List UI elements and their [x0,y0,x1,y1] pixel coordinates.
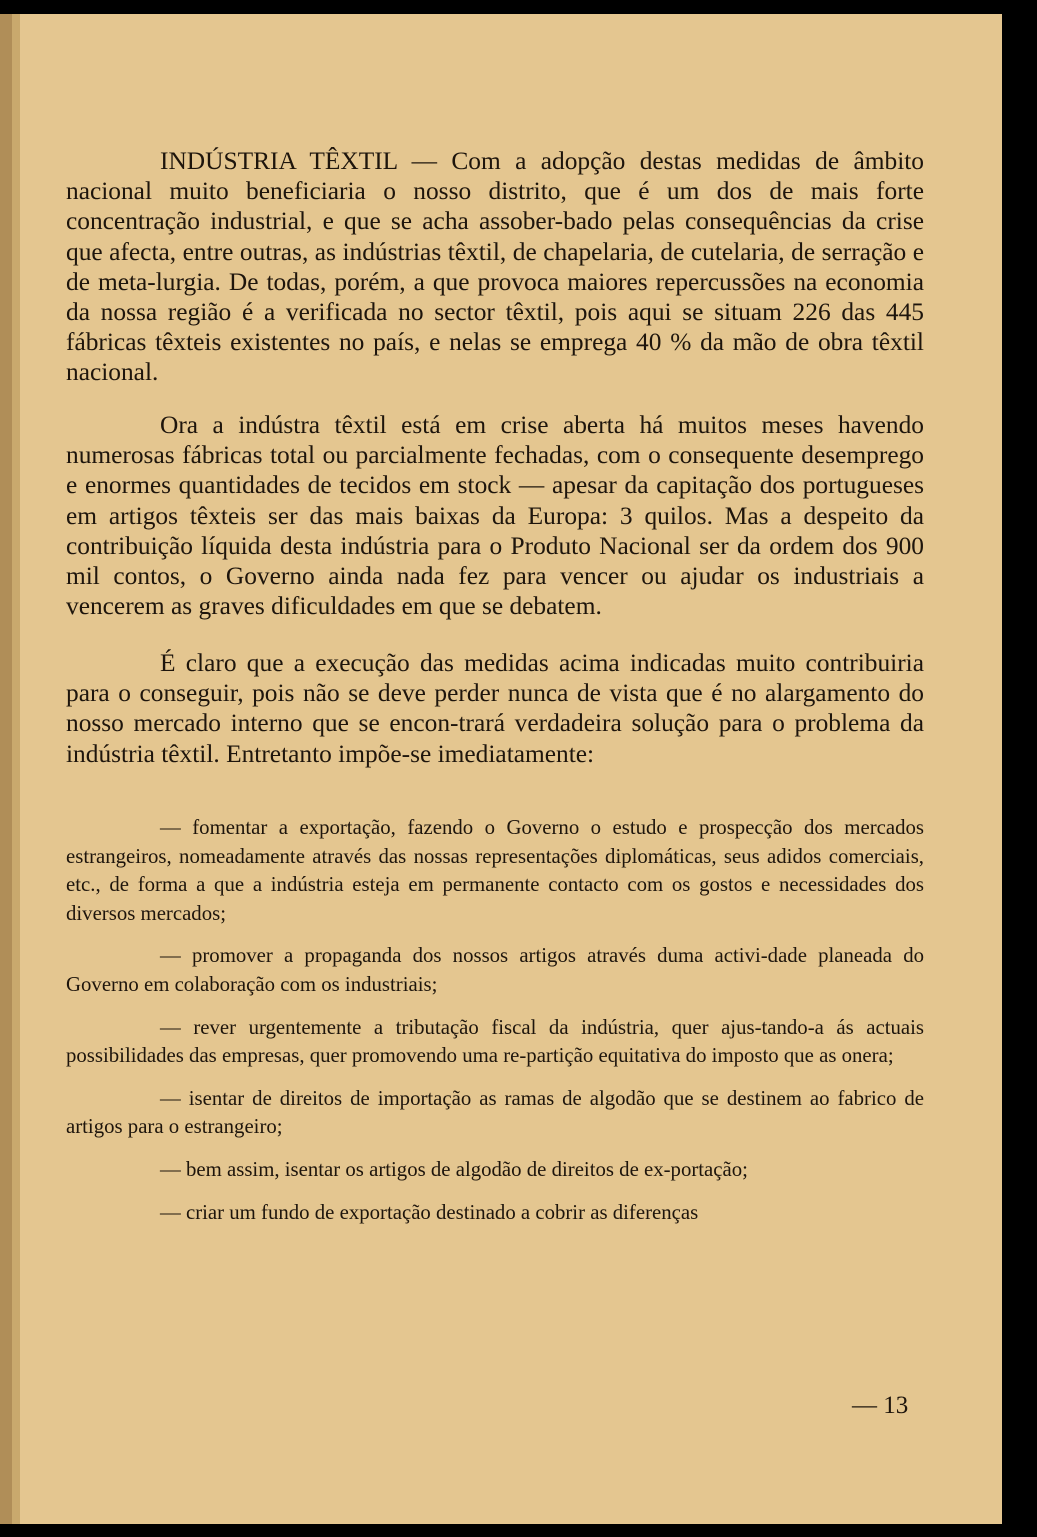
list-item-tributacao: — rever urgentemente a tributação fiscal da indústria, quer ajus-tando-a ás actuais possibilidades das empresas, quer promovendo uma re-partição equitativa do imposto que as onera; [66,1015,924,1068]
list-item-isentar-exportacao: — bem assim, isentar os artigos de algodão de direitos de ex-portação; [160,1157,748,1181]
list-item-fomentar-exportacao: — fomentar a exportação, fazendo o Governo o estudo e prospecção dos mercados estrangeiros, nomeadamente através das nossas representações diplomáticas, seus adidos comerciais, etc., de forma a que a indústria esteja em permanente contacto com os gostos e necessidades dos diversos mercados; [66,816,924,925]
paragraph-industria-textil: INDÚSTRIA TÊXTIL — Com a adopção destas medidas de âmbito nacional muito beneficiaria o nosso distrito, que é um dos de mais forte concentração industrial, e que se acha assober-bado pelas consequências da crise que afecta, entre outras, as indústrias têxtil, de chapelaria, de cutelaria, de serração e de meta-lurgia. De todas, porém, a que provoca maiores repercussões na economia da nossa região é a verificada no sector têxtil, pois aqui se situam 226 das 445 fábricas têxteis existentes no país, e nelas se emprega 40 % da mão de obra têxtil nacional. [66,147,924,387]
list-item-fundo-exportacao: — criar um fundo de exportação destinado a cobrir as diferenças [160,1200,699,1224]
paragraph-medidas: É claro que a execução das medidas acima indicadas muito contribuiria para o conseguir, pois não se deve perder nunca de vista que é no alargamento do nosso mercado interno que se encon-trará verdadeira solução para o problema da indústria têxtil. Entretanto impõe-se imediatamente: [66,649,924,768]
list-item-isentar-importacao: — isentar de direitos de importação as ramas de algodão que se destinem ao fabrico de artigos para o estrangeiro; [66,1086,924,1139]
measures-list [66,814,924,1241]
page-number: — 13 [852,1392,909,1419]
paragraph-crise: Ora a indústra têxtil está em crise aberta há muitos meses havendo numerosas fábricas total ou parcialmente fechadas, com o consequente desemprego e enormes quantidades de tecidos em stock — apesar da capitação dos portugueses em artigos têxteis ser das mais baixas da Europa: 3 quilos. Mas a despeito da contribuição líquida desta indústria para o Produto Nacional ser da ordem dos 900 mil contos, o Governo ainda nada fez para vencer ou ajudar os industriais a vencerem as graves dificuldades em que se debatem. [66,411,924,621]
list-item-propaganda: — promover a propaganda dos nossos artigos através duma activi-dade planeada do Governo em colaboração com os industriais; [66,944,924,996]
